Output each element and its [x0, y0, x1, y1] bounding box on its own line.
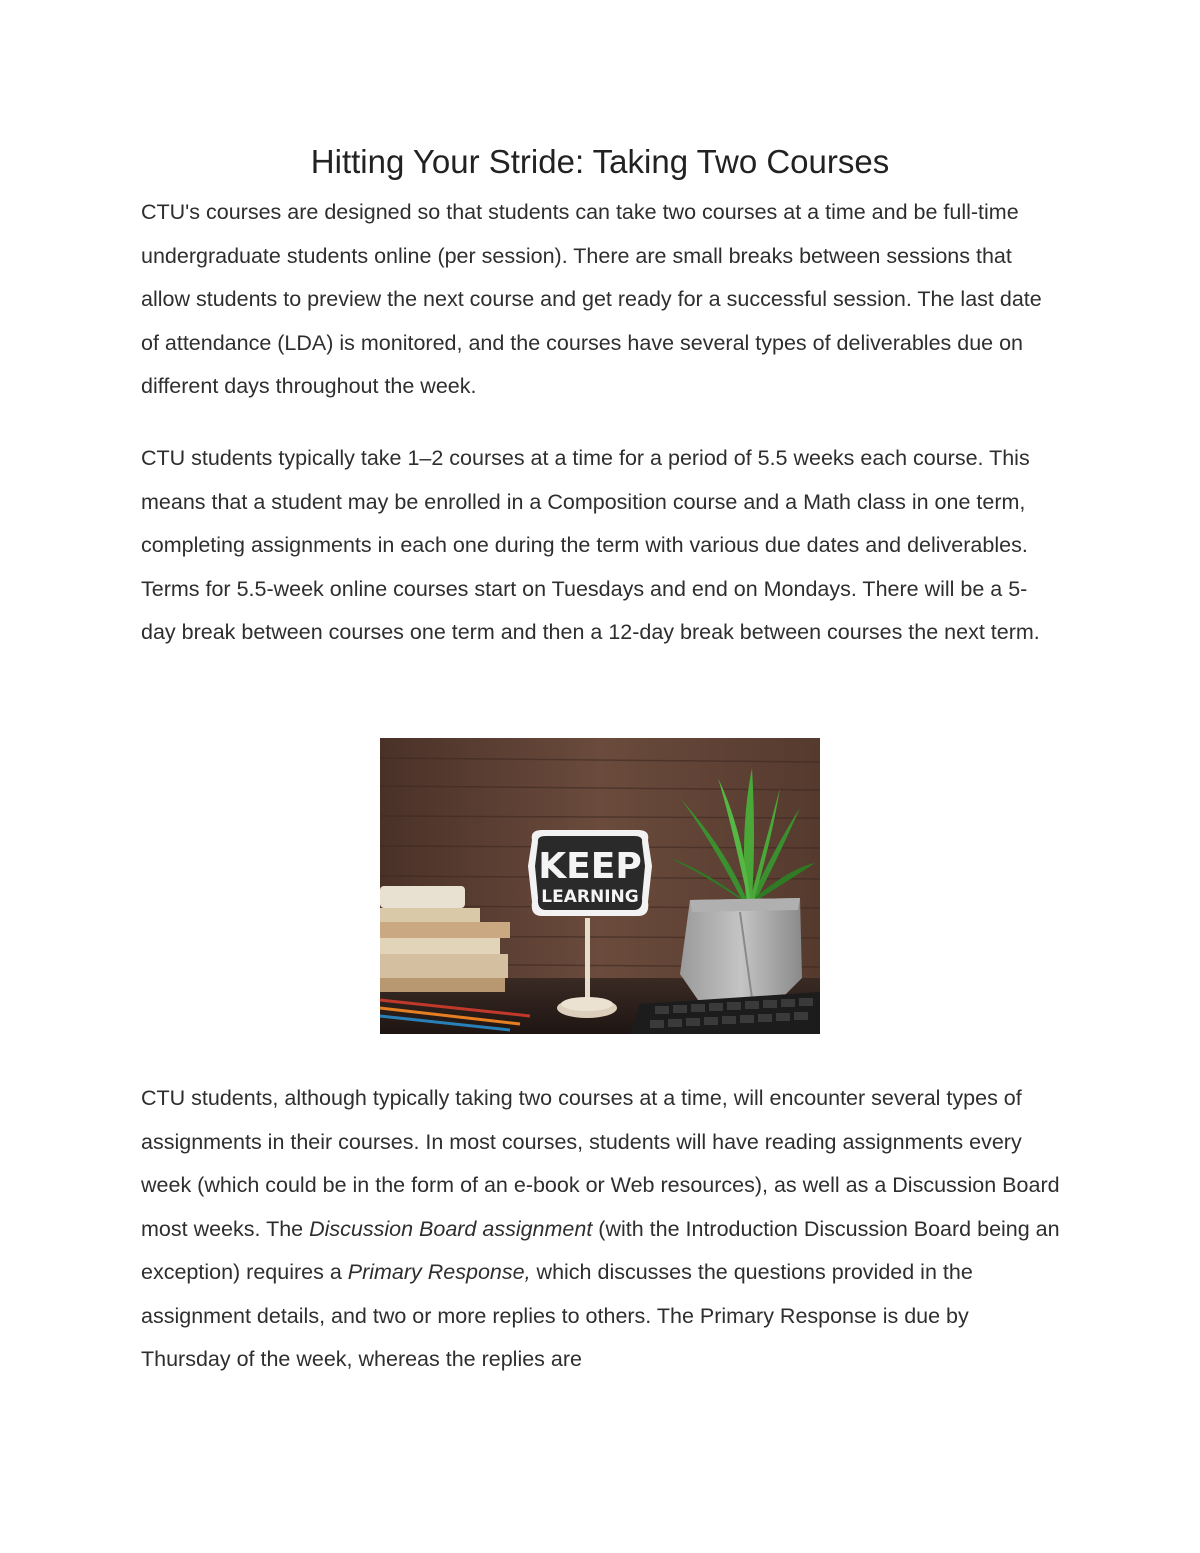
- paragraph-3-text-3: which discusses the questions provided in the assignment details, and two or more replies to others. The Primary Response is due by Thursday of the week, whereas the replies are: [141, 1260, 973, 1371]
- sign-text-keep: KEEP: [538, 846, 642, 887]
- discussion-board-assignment-term: Discussion Board assignment: [309, 1216, 593, 1241]
- document-title: Hitting Your Stride: Taking Two Courses: [310, 143, 890, 180]
- keep-learning-illustration: [380, 738, 820, 1034]
- paragraph-1: CTU's courses are designed so that students can take two courses at a time and be full-time undergraduate students online (per session). There are small breaks between sessions that allow students to preview the next course and get ready for a successful session. The last date of attendance (LDA) is monitored, and the courses have several types of deliverables due on different days throughout the week.: [141, 200, 1042, 398]
- paragraph-2: CTU students typically take 1–2 courses at a time for a period of 5.5 weeks each course. This means that a student may be enrolled in a Composition course and a Math class in one term, completing assignments in each one during the term with various due dates and deliverables. Terms for 5.5-week online courses start on Tuesdays and end on Mondays. There will be a 5-day break between courses one term and then a 12-day break between courses the next term.: [141, 446, 1040, 644]
- sign-text-learning: LEARNING: [541, 887, 639, 907]
- chalkboard-sign: [528, 830, 652, 916]
- primary-response-term: Primary Response,: [347, 1260, 531, 1284]
- paragraph-3: [141, 1077, 1061, 1382]
- paragraph-3-text-2: (with the Introduction Discussion Board being an exception) requires a: [141, 1216, 1060, 1284]
- keep-learning-photo: [380, 738, 820, 1034]
- concrete-pot: [680, 898, 802, 1000]
- paragraph-3-text-1: CTU students, although typically taking two courses at a time, will encounter several types of assignments in their courses. In most courses, students will have reading assignments every week (which could be in the form of an e-book or Web resources), as well as a Discussion Board most weeks. The: [141, 1086, 1060, 1241]
